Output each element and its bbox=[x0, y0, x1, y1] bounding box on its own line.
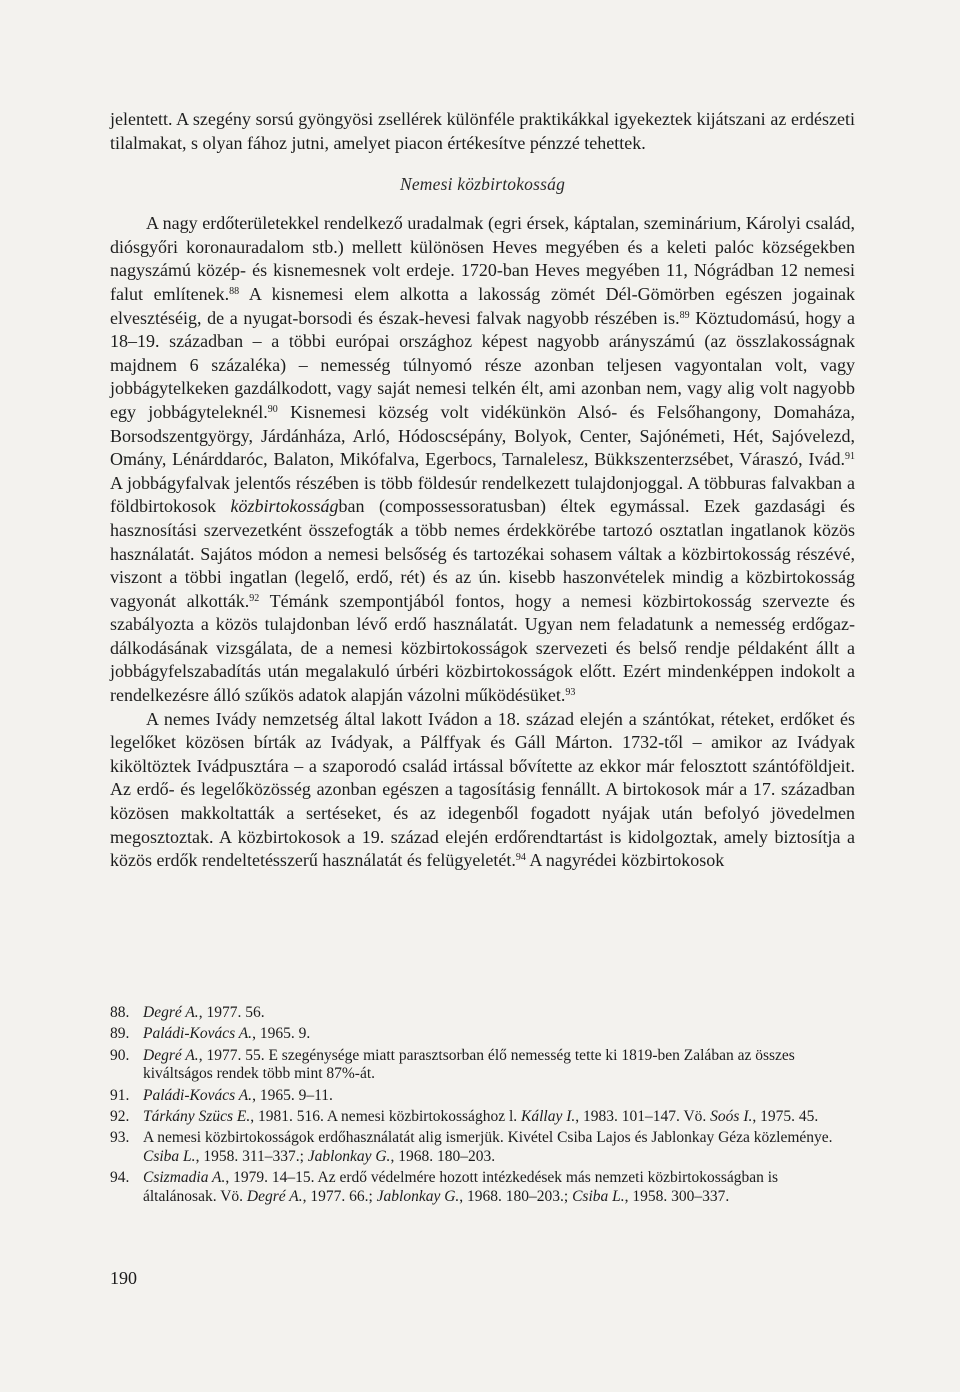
paragraph-1 bbox=[110, 212, 855, 707]
citation: , 1965. 9–11. bbox=[252, 1086, 333, 1104]
footnote-ref-88[interactable]: 88 bbox=[229, 285, 240, 297]
author: Csizmadia A. bbox=[143, 1169, 226, 1187]
citation: , 1965. 9. bbox=[252, 1025, 311, 1043]
author: Soós I. bbox=[710, 1108, 753, 1126]
citation: , 1958. 311–337.; bbox=[195, 1147, 308, 1165]
text-run: Témánk szempontjából fontos, hogy a nemesi közbirtokosság szervezte és szabályozta a közös tulajdonban lévő erdő használatát. Ugyan nem feladatunk a nemesség erdőgazdálkodásának vizsgálata, de a nemesi közbirtokosságok szervezeti és belső rendje példaként állt a jobbágyfelszabadítás után megalakuló úrbéri közbirtokosságok előtt. Ezért mindenképpen indokolt a rendelkezésre álló szűkös adatok alapján vázolni működésüket. bbox=[110, 590, 855, 706]
citation: A nemesi közbirtokosságok erdőhasználatát alig ismerjük. Kivétel Csiba Lajos és Jablonkay Géza közleménye. bbox=[143, 1129, 833, 1147]
footnote-number: 92. bbox=[110, 1108, 130, 1126]
citation: , 1977. 66.; bbox=[302, 1187, 377, 1205]
author: Degré A. bbox=[143, 1046, 199, 1064]
author: Degré A. bbox=[246, 1187, 303, 1205]
text-run: A nagy erdőterületekkel rendelkező uradalmak (egri érsek, káptalan, szeminárium, Károlyi család, diósgyőri koronauradalom stb.) mellett különösen Heves megyében és a keleti palóc községekben nagyszámú közép- és kisnemesnek volt erdeje. 1720-ban Heves megyében 11, Nógrádban 12 nemesi falut említenek. bbox=[110, 213, 855, 304]
footnote-number: 88. bbox=[110, 1004, 130, 1021]
intro-paragraph: jelentett. A szegény sorsú gyöngyösi zsellérek különféle praktikákkal igyekeztek kijátszani az erdészeti tilalmakat, s olyan fához jutni, amelyet piacon értékesítve pénzzé tehettek. bbox=[110, 109, 855, 153]
author: Kállay I. bbox=[521, 1108, 576, 1126]
italic-term: közbirtokosság bbox=[230, 496, 339, 517]
author: Degré A. bbox=[143, 1004, 199, 1021]
citation: , 1958. 300–337. bbox=[624, 1187, 730, 1205]
author: Jablonkay G. bbox=[376, 1187, 460, 1205]
text-run: A jobbágyfalvak jelentős részében is több földesúr rendelkezett tulajdonjoggal. A többuras falvakban a földbirtokosok bbox=[110, 472, 855, 517]
author: Jablonkay G. bbox=[307, 1147, 391, 1165]
main-text bbox=[110, 108, 855, 873]
text-run: ban (compossessoratusban) éltek egymással. Ezek gazdasági és hasznosítási szervezetként összefogták a több nemes érdekkörébe tartozó osztatlan ingatlanok közös használatát. Sajátos módon a nemesi belsőség és tartozékai sohasem váltak a közbirtokosság részévé, viszont a többi ingatlan (legelő, erdő, rét) és az ún. kisebb haszonvételek mindig a közbirtokosság vagyonát alkották. bbox=[110, 496, 855, 611]
section-heading: Nemesi közbirtokosság bbox=[399, 174, 566, 195]
footnote-number: 94. bbox=[110, 1169, 130, 1187]
citation: , 1975. 45. bbox=[752, 1108, 819, 1126]
author: Paládi-Kovács A. bbox=[143, 1086, 253, 1104]
paragraph-2 bbox=[110, 708, 855, 873]
footnote-number: 91. bbox=[110, 1086, 130, 1104]
footnote-91 bbox=[110, 1087, 855, 1105]
footnote-94 bbox=[110, 1169, 855, 1206]
footnote-ref-91[interactable]: 91 bbox=[845, 451, 855, 463]
citation: , 1983. 101–147. Vö. bbox=[575, 1108, 711, 1126]
footnote-ref-92[interactable]: 92 bbox=[249, 592, 260, 604]
footnotes bbox=[110, 1004, 855, 1209]
text-run: A nagyrédei közbirtokosok bbox=[525, 850, 725, 871]
footnote-ref-93[interactable]: 93 bbox=[565, 687, 576, 699]
footnote-number: 93. bbox=[110, 1129, 130, 1147]
footnote-93 bbox=[110, 1129, 855, 1166]
footnote-89 bbox=[110, 1025, 855, 1043]
author: Tárkány Szücs E. bbox=[143, 1108, 251, 1126]
citation: , 1981. 516. A nemesi közbirtokossághoz l. bbox=[250, 1108, 521, 1126]
citation: , 1968. 180–203.; bbox=[459, 1187, 573, 1205]
text-run: Kisnemesi község volt vidékünkön Alsó- és Felsőhangony, Domaháza, Borsodszentgyörgy, Járdánháza, Arló, Hódoscsépány, Bolyok, Center, Sajónémeti, Hét, Sajóvelezd, Omány, Lénárddaróc, Balaton, Mikófalva, Egerbocs, Tarnalelesz, Bükkszenterzsébet, Váraszó, Ivád. bbox=[110, 401, 856, 470]
footnote-number: 89. bbox=[110, 1025, 130, 1043]
text-run: A kisnemesi elem alkotta a lakosság zömét Dél-Gömörben egészen jogainak elvesztéséig, de a nyugat-borsodi és észak-hevesi falvak nagyobb részében is. bbox=[110, 283, 855, 328]
author: Paládi-Kovács A. bbox=[143, 1025, 253, 1043]
text-run: A nemes Ivády nemzetség által lakott Ivádon a 18. század elején a szántókat, réteket, erdőket és legelőket közösen bírták az Ivádyak, a Pálffyak és Gáll Márton. 1732-től – amikor az Ivádyak kiköltöztek Ivádpusztára – a szaporodó család irtással bővítette az ekkor már felosztott szántóföldjeit. Az erdő- és legelőközösség azonban egészen a tagosításig fennállt. A birtokosok már a 17. században közösen makkoltatták a sertéseket, és az idegenből fogadott nyájak után befolyó jövedelmen megosztoztak. A közbirtokosok a 19. század elején erdőrendtartást is kidolgoztak, amely biztosítja a közös erdők rendeltetésszerű használatát és felügyeletét. bbox=[110, 708, 855, 871]
citation: , 1977. 56. bbox=[198, 1004, 265, 1021]
footnote-92 bbox=[110, 1108, 855, 1126]
citation: , 1979. 14–15. Az erdő védelmére hozott intézkedések más nemzeti közbirtokosságban is általánosak. Vö. bbox=[143, 1169, 779, 1205]
author: Csiba L. bbox=[143, 1147, 196, 1165]
citation: , 1968. 180–203. bbox=[390, 1147, 496, 1165]
footnote-ref-89[interactable]: 89 bbox=[679, 309, 690, 321]
footnote-ref-90[interactable]: 90 bbox=[267, 403, 278, 415]
author: Csiba L. bbox=[572, 1187, 625, 1205]
footnote-ref-94[interactable]: 94 bbox=[515, 852, 526, 864]
citation: , 1977. 55. E szegénysége miatt parasztsorban élő nemesség tette ki 1819-ben Zalában az összes kiváltságos rendek több mint 87%-át. bbox=[143, 1046, 795, 1083]
page-number: 190 bbox=[110, 1268, 137, 1288]
footnote-90 bbox=[110, 1047, 855, 1084]
footnote-number: 90. bbox=[110, 1046, 130, 1064]
text-run: Köztudomású, hogy a 18–19. században – a többi európai országhoz képest nagyobb arányszámú (az összlakosságnak majdnem 6 százaléka) – nemesség túlnyomó része azonban teljesen vagyontalan volt, vagy jobbágytelkeken gazdálkodott, vagy saját nemesi telkén élt, ami azonban nem, vagy alig volt nagyobb egy jobbágyteleknél. bbox=[110, 307, 855, 422]
footnote-88 bbox=[110, 1004, 855, 1022]
